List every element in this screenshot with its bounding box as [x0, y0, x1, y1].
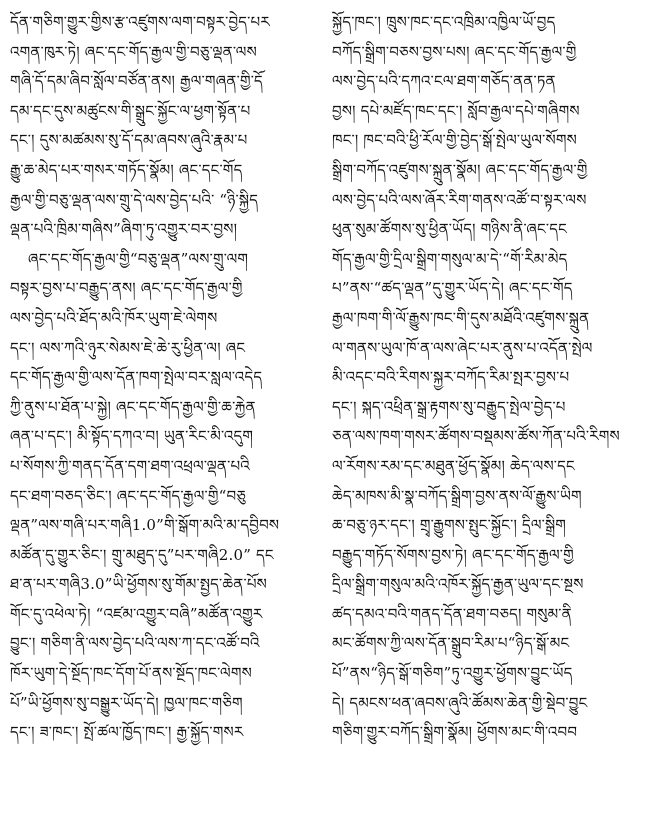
text-line: དང་། ཟ་ཁང་། སྤོ་ཚལ་ཁྱོད་ཁང་། རྒྱ་སྐྱོད་གསར	[10, 723, 244, 742]
text-line: རྒྱུ་ཆ་མེད་པར་གསར་གཏོད་སྣོམ། ཞང་དང་གོད	[10, 160, 243, 179]
text-line: ལ་རོགས་རམ་དང་མཐུན་ཕྱོད་སྣོམ། ཆེད་ལས་དང	[332, 456, 575, 475]
text-line: བརྒྱུད་གཏོད་སོགས་བྱས་ཏེ། ཞང་དང་གོད་རྒྱལ་གྱི	[332, 545, 574, 564]
text-line: ལ་གནས་ཡུལ་ཁོ་ན་ལས་ཞེང་པར་ནུས་པ་འདོན་སྤེལ	[332, 338, 593, 357]
text-line: དང་། སྐད་འཕྲིན་སྒྲ་རྟགས་སུ་བརྒྱུད་སྤེལ་བྱེད་པ	[332, 397, 566, 416]
text-line: པོ”ནས“ཉིད་སྒོ་གཅིག”ཏུ་འགྱུར་ཕྱོགས་བྱུང་ཡོད	[332, 664, 573, 683]
text-line: འགན་ཁུར་ཏེ། ཞང་དང་གོད་རྒྱལ་གྱི་བཅུ་ལྡན་ལས	[10, 42, 257, 61]
text-line: ལྡན་པའི་ཁྲིམ་གཞིས”ཞིག་ཏུ་འགྱུར་བར་བྱས།	[10, 220, 238, 239]
text-line: པ”ནས་“ཚད་ལྡན”དུ་གྱུར་ཡོད་དེ། ཞང་དང་གོད	[332, 279, 573, 298]
text-line: ཁང་། ཁང་བའི་ཕྱི་རོལ་གྱི་བྱེད་སྒོ་སྤེལ་ཡུལ་སོགས	[332, 131, 577, 150]
text-line: པ་སོགས་ཀྱི་གནད་དོན་དག་ཐག་འཕྲལ་ལྡན་པའི	[10, 456, 250, 475]
text-line: རྒྱལ་གྱི་བཅུ་ལྡན་ལས་གྲུ་དེ་ལས་བྱེད་པའི་ “ཉི་སྐྱིད	[10, 190, 259, 209]
text-line: ཞང་དང་གོད་རྒྱལ་གྱི“བཅུ་ལྡན”ལས་གྲུ་ལག	[28, 249, 249, 268]
left-column	[10, 8, 320, 748]
text-line: ལས་བྱེད་པའི་དཀའ་ངལ་ཐག་གཅོད་ནན་ཏན	[332, 72, 556, 91]
text-line: ཁོར་ཡུག་དེ་སྔོད་ཁང་དོག་པོ་ནས་སྔོད་ཁང་ལེགས	[10, 664, 252, 683]
text-line: ཆ་བཅུ་ཉར་དང་། གྲྭ་རྒྱུགས་སྤུང་སྐྱོང་། དྲིལ་སྒྲིག	[332, 516, 567, 535]
text-line: བསྟར་བྱས་པ་བརྒྱུད་ནས། ཞང་དང་གོད་རྒྱལ་གྱི	[10, 279, 243, 298]
text-line: ཅན་ལས་ཁག་གསར་ཚོགས་བསྡམས་ཚོས་ཀོན་པའི་རིགས	[332, 427, 620, 446]
text-line: ཀྱི་ནུས་པ་ཐོན་པ་སྐྱེ། ཞང་དང་གོད་རྒྱལ་གྱི་ཆ་རྐྱེན	[10, 397, 256, 416]
text-line: གཅིག་གྱུར་བཀོད་སྒྲིག་སྣོམ། ཕྱོགས་མང་གི་འབབ	[332, 723, 578, 742]
text-line: དང་ཐག་བཅད་ཅིང་། ཞང་དང་གོད་རྒྱལ་གྱི“བཅུ	[10, 486, 247, 505]
text-line: མང་ཚོགས་ཀྱི་ལས་དོན་སྒྲུབ་རིམ་པ“ཉིད་སྒོ་མང	[332, 634, 570, 653]
text-line: དང་། ལས་ཀའི་ཉུར་སེམས་ཇེ་ཆེ་རུ་ཕྱིན་ལ། ཞང	[10, 338, 246, 357]
text-line: མཚོན་དུ་གྱུར་ཅིང་། གྲུ་མཐུད་དུ”པར་གཞི2.0” དང	[10, 545, 274, 564]
text-line: ཚད་དམའ་བའི་གནད་དོན་ཐག་བཅད། གསུམ་ནི	[332, 604, 572, 623]
text-line: ཕུན་སུམ་ཚོགས་སུ་ཕྱིན་ཡོད། གཉིས་ནི་ཞང་དང	[332, 220, 568, 239]
text-line: སྒྲིག་བཀོད་འཛུགས་སྐྲུན་སྣོམ། ཞང་དང་གོད་རྒྱལ་གྱི	[332, 160, 588, 179]
text-line: དང་གོད་རྒྱལ་གྱི་ལས་དོན་ཁག་སྤེལ་བར་སླལ་འདེད	[10, 368, 263, 387]
right-column	[332, 8, 642, 748]
text-line: ལས་བྱེད་པའི་ཐོད་མའི་ཁོར་ཡུག་ཇེ་ལེགས	[10, 308, 218, 327]
text-line: གོང་དུ་འཕེལ་ཏེ། “འཛམ་འགྱུར་བཞི”མཚོན་འགྱུར	[10, 604, 263, 623]
text-line: དེ། དམངས་ཕན་ཞབས་ཞུའི་ཚོམས་ཆེན་གྱི་སྡེབ་བྱུང	[332, 693, 588, 712]
text-line: དོན་གཅིག་གྱུར་གྱིས་རྩ་འཛུགས་ལག་བསྟར་བྱེད་པར	[10, 13, 270, 31]
text-line: དམ་དང་དུས་མཚུངས་གི་སྒྲུང་སྐྱོང་ལ་ཕྱག་སྟོན་པ	[10, 101, 251, 120]
text-line: ཆེད་མཁས་མི་སྣ་བཀོད་སྒྲིག་བྱས་ནས་ལོ་རྒྱུས་ཡིག	[332, 486, 582, 505]
text-line: དང་། དུས་མཚམས་སུ་དོ་དམ་ཞབས་ཞུའི་རྣམ་པ	[10, 131, 248, 150]
text-line: དྲིལ་སྒྲིག་གསུལ་མའི་འཁོར་སྐྱོད་རྒྱན་ཡུལ་དང་སྔས	[332, 575, 584, 594]
text-line: མི་འདང་བའི་རིགས་སྐྱར་བཀོད་རིམ་སྤར་བྱས་པ	[332, 368, 570, 387]
text-line: ལས་བྱེད་པའི་ལས་ཞོར་རིག་གནས་འཚོ་བ་སྟར་ལས	[332, 190, 587, 209]
text-line: ཐ་ན་པར་གཞི3.0”ཡི་ཕྱོགས་སུ་གོམ་སྤྱད་ཆེན་པོས	[10, 575, 267, 594]
text-line: ལྡན”ལས་གཞི་པར་གཞི1.0”གི་སྒོག་མའི་མ་དབྱིབས	[10, 516, 280, 535]
text-line: རྒྱལ་ཁག་གི་ལོ་རྒྱུས་ཁང་གི་དུས་མཐོའི་འཛུགས་སྐྲུན	[332, 308, 590, 327]
text-line: པོ”ཡི་ཕྱོགས་སུ་བསྒྱུར་ཡོད་དེ། ཁྱལ་ཁང་གཅིག	[10, 693, 243, 712]
text-line: བཀོད་སྒྲིག་བཅས་བྱས་པས། ཞང་དང་གོད་རྒྱལ་གྱི	[332, 42, 577, 61]
two-column-body	[10, 8, 642, 748]
text-line: བྱུང་། གཅིག་ནི་ལས་བྱེད་པའི་ལས་ཀ་དང་འཚོ་བའི	[10, 634, 260, 653]
text-line: གོད་རྒྱལ་གྱི་དྲིལ་སྒྲིག་གསུལ་མ་དེ་“གོ་རིམ་མེད	[332, 249, 568, 268]
text-line: སྐྱོད་ཁང་། ཁྲུས་ཁང་དང་འཁྲིམ་འཁྱིལ་ཡོ་བྱད	[332, 13, 556, 31]
text-line: བྱས། དཔེ་མཛོད་ཁང་དང་། སློབ་རྒྱལ་དཔེ་གཞིགས	[332, 101, 580, 120]
text-line: གཞི་དོ་དམ་ཞིབ་སློལ་བཙོན་ནས། རྒྱལ་གཞན་གྱི་དོ	[10, 72, 263, 91]
text-line: ཞན་པ་དང་། མི་སྟོད་དཀའ་བ། ཡུན་རིང་མི་འདུག	[10, 427, 254, 446]
